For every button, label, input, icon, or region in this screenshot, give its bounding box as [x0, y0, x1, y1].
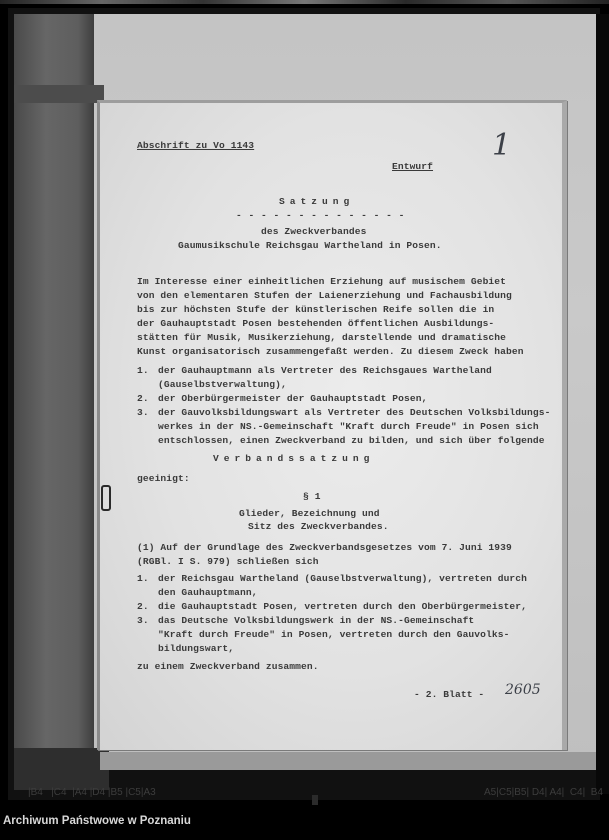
member-line: die Gauhauptstadt Posen, vertreten durch den Oberbürgermeister,: [158, 601, 528, 612]
party-number: 2.: [137, 393, 149, 404]
spine-bottom: [14, 748, 109, 790]
agreed-label: geeinigt:: [137, 473, 190, 484]
party-line: der Oberbürgermeister der Gauhauptstadt Posen,: [158, 393, 428, 404]
document-title: Satzung: [279, 196, 355, 207]
paper-clip-icon: [101, 485, 111, 511]
handwritten-page-number: 1: [492, 128, 512, 163]
party-line: entschlossen, einen Zweckverband zu bilden, und sich über folgende: [158, 435, 545, 446]
section-number: § 1: [303, 491, 321, 502]
intro-line: bis zur höchsten Stufe der künstlerischen Reife sollen die in: [137, 304, 495, 315]
next-page-marker: - 2. Blatt -: [414, 689, 485, 700]
member-line: den Gauhauptmann,: [158, 587, 258, 598]
title-rule: - - - - - - - - - - - - - -: [236, 210, 405, 221]
subtitle-line-1: des Zweckverbandes: [261, 226, 367, 237]
draft-label: Entwurf: [392, 161, 434, 172]
member-number: 3.: [137, 615, 149, 626]
section-title-line-1: Glieder, Bezeichnung und: [239, 508, 380, 519]
reference-line: Abschrift zu Vo 1143: [137, 140, 255, 151]
member-line: das Deutsche Volksbildungswerk in der NS.-Gemeinschaft: [158, 615, 475, 626]
subtitle-line-2: Gaumusikschule Reichsgau Wartheland in Posen.: [178, 240, 442, 251]
agreement-heading: Verbandssatzung: [213, 453, 375, 464]
party-line: (Gauselbstverwaltung),: [158, 379, 287, 390]
intro-line: Im Interesse einer einheitlichen Erziehung auf musischem Gebiet: [137, 276, 507, 287]
section-title-line-2: Sitz des Zweckverbandes.: [248, 521, 389, 532]
party-line: werkes in der NS.-Gemeinschaft "Kraft durch Freude" in Posen sich: [158, 421, 539, 432]
member-line: der Reichsgau Wartheland (Gauselbstverwaltung), vertreten durch: [158, 573, 528, 584]
party-number: 1.: [137, 365, 149, 376]
clause-line: (1) Auf der Grundlage des Zweckverbandsgesetzes vom 7. Juni 1939: [137, 542, 512, 553]
clause-line: (RGBl. I S. 979) schließen sich: [137, 556, 319, 567]
film-strip-codes-right: A5|C5|B5| D4| A4| C4| B4: [484, 787, 603, 798]
member-line: "Kraft durch Freude" in Posen, vertreten durch den Gauvolks-: [158, 629, 510, 640]
member-number: 1.: [137, 573, 149, 584]
film-right-edge: [596, 14, 609, 794]
member-number: 2.: [137, 601, 149, 612]
handwritten-archive-number: 2605: [505, 682, 541, 698]
party-line: der Gauvolksbildungswart als Vertreter des Deutschen Volksbildungs-: [158, 407, 551, 418]
spine-band: [14, 85, 104, 103]
film-strip-mark: [312, 795, 318, 805]
party-number: 3.: [137, 407, 149, 418]
intro-line: der Gauhauptstadt Posen bestehenden öffentlichen Ausbildungs-: [137, 318, 495, 329]
folder-spine: [14, 14, 94, 762]
member-line: bildungswart,: [158, 643, 235, 654]
intro-line: Kunst organisatorisch zusammengefaßt werden. Zu diesem Zweck haben: [137, 346, 524, 357]
film-strip-codes-left: |B4 |C4 |A4 |D4 |B5 |C5|A3: [28, 787, 156, 798]
backing-bottom-strip: [100, 752, 596, 770]
closing-line: zu einem Zweckverband zusammen.: [137, 661, 319, 672]
intro-line: stätten für Musik, Musikerziehung, darstellende und dramatische: [137, 332, 507, 343]
intro-line: von den elementaren Stufen der Laienerziehung und Fachausbildung: [137, 290, 512, 301]
archive-name: Archiwum Państwowe w Poznaniu: [3, 815, 191, 827]
party-line: der Gauhauptmann als Vertreter des Reichsgaues Wartheland: [158, 365, 492, 376]
film-top-edge: [0, 0, 609, 4]
